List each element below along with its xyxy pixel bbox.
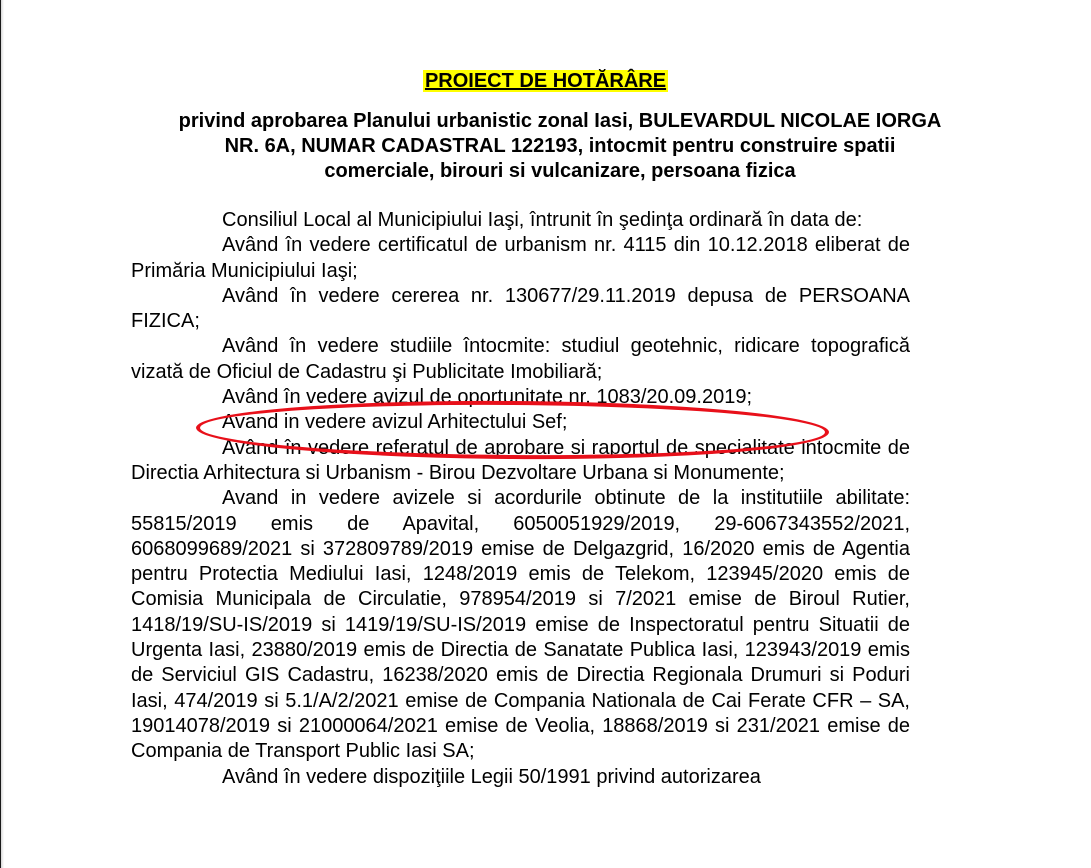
paragraph-studii: Având în vedere studiile întocmite: studiul geotehnic, ridicare topografică vizată de Oficiul de Cadastru şi Publicitate Imobiliară; bbox=[131, 335, 910, 383]
document-subtitle bbox=[120, 109, 1000, 184]
paragraph-certificat-urbanism: Având în vedere certificatul de urbanism nr. 4115 din 10.12.2018 eliberat de Primăria Municipiului Iaşi; bbox=[131, 234, 910, 282]
document-body bbox=[131, 208, 910, 790]
paragraph-legea-50: Având în vedere dispoziţiile Legii 50/1991 privind autorizarea bbox=[222, 765, 761, 788]
document-title-text: PROIECT DE HOTĂRÂRE bbox=[424, 70, 667, 92]
paragraph-cerere: Având în vedere cererea nr. 130677/29.11.2019 depusa de PERSOANA FIZICA; bbox=[131, 284, 910, 333]
subtitle-line: comerciale, birouri si vulcanizare, persoana fizica bbox=[324, 160, 796, 182]
paragraph-consiliul-local: Consiliul Local al Municipiului Iaşi, întrunit în şedinţa ordinară în data de: bbox=[222, 209, 863, 231]
paragraph-aviz-oportunitate: Având în vedere avizul de oportunitate nr. 1083/20.09.2019; bbox=[222, 386, 753, 409]
document-title bbox=[0, 68, 1091, 94]
paragraph-aviz-arhitect: Avand in vedere avizul Arhitectului Sef; bbox=[222, 411, 568, 434]
page-edge-shadow bbox=[1, 0, 4, 868]
paragraph-avize-acorduri: Avand in vedere avizele si acordurile obtinute de la institutiile abilitate: 55815/2019 emis de Apavital, 6050051929/2019, 29-6067343552/2021, 6068099689/2021 si 372809789/2019 emise de Delgazgrid, 16/2020 emis de Agentia pentru Protectia Mediului Iasi, 1248/2019 emis de Telekom, 123945/2020 emis de Comisia Municipala de Circulatie, 978954/2019 si 7/2021 emise de Biroul Rutier, 1418/19/SU-IS/2019 si 1419/19/SU-IS/2019 emise de Inspectoratul pentru Situatii de Urgenta Iasi, 23880/2019 emis de Directia de Sanatate Publica Iasi, 123943/2019 emis de Serviciul GIS Cadastru, 16238/2020 emis de Directia Regionala Drumuri si Poduri Iasi, 474/2019 si 5.1/A/2/2021 emise de Compania Nationala de Cai Ferate CFR – SA, 19014078/2019 si 21000064/2021 emise de Veolia, 18868/2019 si 231/2021 emise de Compania de Transport Public Iasi SA; bbox=[131, 487, 910, 763]
subtitle-line: NR. 6A, NUMAR CADASTRAL 122193, intocmit pentru construire spatii bbox=[224, 135, 896, 157]
subtitle-line: privind aprobarea Planului urbanistic zonal Iasi, BULEVARDUL NICOLAE IORGA bbox=[178, 110, 942, 132]
paragraph-referat: Având în vedere referatul de aprobare si raportul de specialitate intocmite de Directia Arhitectura si Urbanism - Birou Dezvoltare Urbana si Monumente; bbox=[131, 436, 910, 484]
